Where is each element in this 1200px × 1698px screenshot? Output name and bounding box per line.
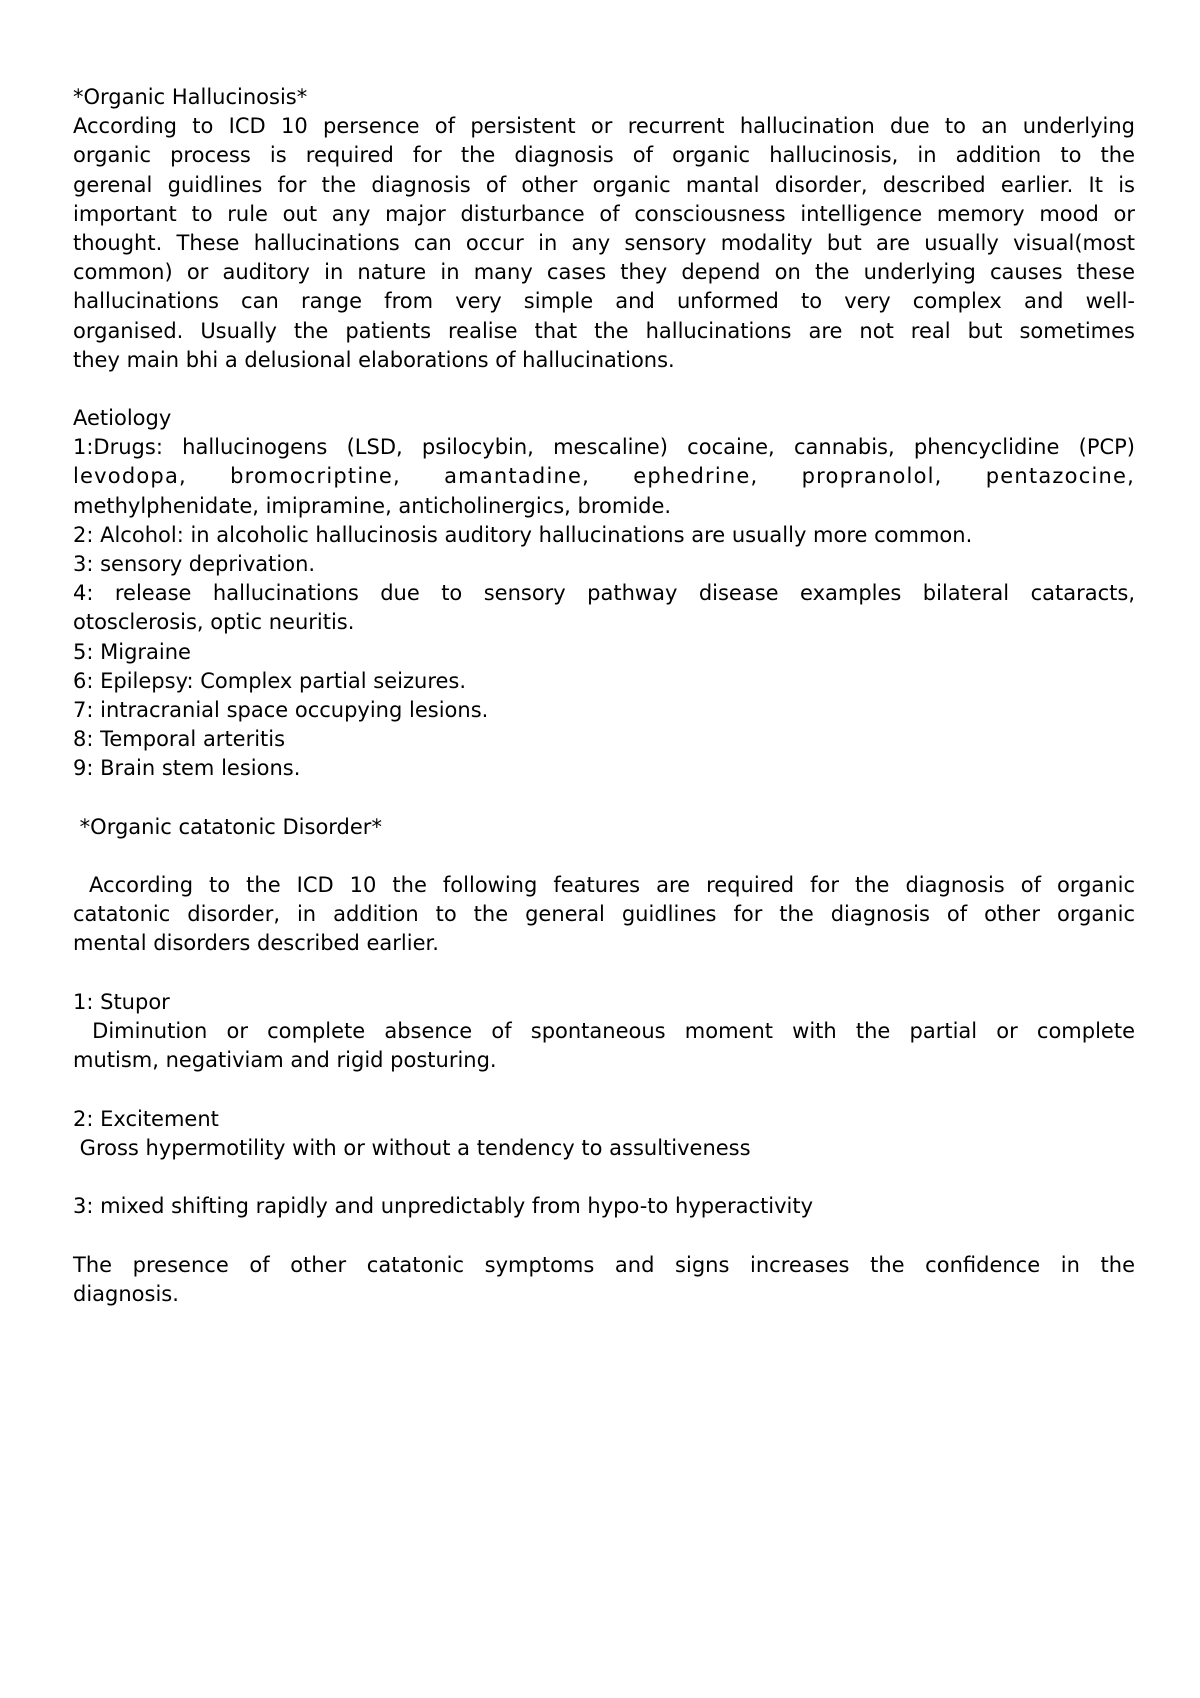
hallucinosis-paragraph-line: common) or auditory in nature in many cases they depend on the underlying causes these — [73, 260, 1135, 285]
blank-line — [73, 1221, 1135, 1250]
hallucinosis-paragraph-line: important to rule out any major disturbance of consciousness intelligence memory mood or — [73, 201, 1135, 226]
aetiology-line: 8: Temporal arteritis — [73, 727, 286, 752]
hallucinosis-paragraph-line: they main bhi a delusional elaborations of hallucinations. — [73, 347, 675, 372]
blank-line — [73, 959, 1135, 988]
excitement-heading: 2: Excitement — [73, 1106, 219, 1131]
hallucinosis-paragraph-line: hallucinations can range from very simple and unformed to very complex and well- — [73, 289, 1135, 314]
aetiology-heading: Aetiology — [73, 406, 172, 431]
hallucinosis-title: *Organic Hallucinosis* — [73, 85, 308, 109]
hallucinosis-paragraph-line: organised. Usually the patients realise that the hallucinations are not real but sometimes — [73, 318, 1135, 343]
stupor-line: mutism, negativiam and rigid posturing. — [73, 1048, 497, 1073]
document-body — [73, 83, 1135, 1309]
aetiology-line: 9: Brain stem lesions. — [73, 756, 301, 781]
hallucinosis-paragraph-line: organic process is required for the diagnosis of organic hallucinosis, in addition to the — [73, 143, 1135, 168]
blank-line — [73, 375, 1135, 404]
aetiology-line: 2: Alcohol: in alcoholic hallucinosis auditory hallucinations are usually more common. — [73, 522, 973, 547]
mixed-line: 3: mixed shifting rapidly and unpredictably from hypo-to hyperactivity — [73, 1194, 814, 1219]
hallucinosis-paragraph-line: According to ICD 10 persence of persistent or recurrent hallucination due to an underlying — [73, 114, 1135, 139]
excitement-line: Gross hypermotility with or without a tendency to assultiveness — [73, 1135, 751, 1160]
aetiology-line: methylphenidate, imipramine, anticholinergics, bromide. — [73, 493, 672, 518]
aetiology-line: 7: intracranial space occupying lesions. — [73, 697, 489, 722]
catatonic-intro-line: catatonic disorder, in addition to the general guidlines for the diagnosis of other organic — [73, 902, 1135, 927]
aetiology-line: otosclerosis, optic neuritis. — [73, 610, 355, 635]
catatonic-intro-line: According to the ICD 10 the following features are required for the diagnosis of organic — [73, 873, 1135, 898]
closing-line: diagnosis. — [73, 1281, 179, 1306]
hallucinosis-paragraph-line: gerenal guidlines for the diagnosis of other organic mantal disorder, described earlier. It is — [73, 172, 1135, 197]
catatonic-title: *Organic catatonic Disorder* — [73, 814, 382, 839]
catatonic-intro-line: mental disorders described earlier. — [73, 931, 439, 956]
aetiology-line: 5: Migraine — [73, 639, 191, 664]
blank-line — [73, 842, 1135, 871]
blank-line — [73, 1163, 1135, 1192]
aetiology-line: 6: Epilepsy: Complex partial seizures. — [73, 668, 467, 693]
stupor-line: Diminution or complete absence of spontaneous moment with the partial or complete — [73, 1019, 1135, 1043]
closing-line: The presence of other catatonic symptoms and signs increases the confidence in the — [73, 1252, 1135, 1277]
blank-line — [73, 1075, 1135, 1104]
blank-line — [73, 784, 1135, 813]
aetiology-line: levodopa, bromocriptine, amantadine, ephedrine, propranolol, pentazocine, — [73, 464, 1135, 489]
stupor-heading: 1: Stupor — [73, 989, 170, 1014]
aetiology-line: 4: release hallucinations due to sensory pathway disease examples bilateral cataracts, — [73, 581, 1135, 606]
aetiology-line: 1:Drugs: hallucinogens (LSD, psilocybin, mescaline) cocaine, cannabis, phencyclidine (PCP) — [73, 435, 1135, 460]
aetiology-line: 3: sensory deprivation. — [73, 552, 316, 576]
hallucinosis-paragraph-line: thought. These hallucinations can occur in any sensory modality but are usually visual(most — [73, 230, 1135, 255]
